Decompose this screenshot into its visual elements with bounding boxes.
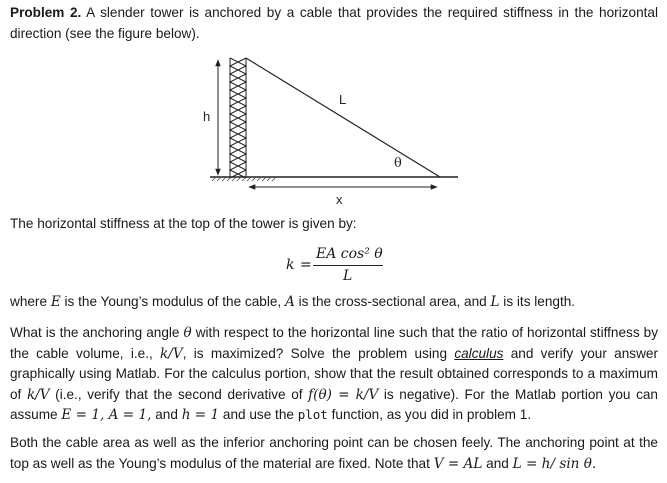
cable-line [246, 58, 440, 177]
math-A: A [284, 294, 295, 310]
closing-paragraph [10, 433, 658, 474]
label-h: h [203, 109, 211, 124]
text: is the Young’s modulus of the cable, [60, 294, 285, 309]
math-volume: V = AL [433, 455, 483, 472]
fraction-bar [313, 265, 383, 266]
math-k-over-V: k/V [160, 345, 183, 362]
text: function, as you did in problem 1. [327, 407, 532, 422]
label-x: x [336, 192, 343, 207]
text: and use the [219, 407, 298, 422]
text: is negative). For the Matlab portion you can assume [10, 386, 658, 422]
text: with respect to the horizontal line such that the ratio of horizontal stiffness by the cable volume, i.e., [10, 325, 658, 361]
text: Both the cable area as well as the inferior anchoring point can be chosen feely. The anchoring point at the top as well as the Young’s modulus of the material are fixed. Note that [10, 435, 658, 471]
text: What is the anchoring angle [10, 325, 184, 340]
text: is its length. [499, 294, 576, 309]
code-plot: plot [297, 407, 328, 422]
math-E: E [50, 294, 61, 310]
text: where [10, 294, 51, 309]
problem-label: Problem 2. [10, 5, 82, 20]
math-length: L = h/ sin θ. [512, 455, 597, 472]
equation-numerator: EA cos² θ [316, 246, 383, 262]
label-theta: θ [394, 156, 402, 171]
text: and verify your answer graphically using Matlab. For the calculus portion, show that the result obtained corresponds to a maximum of [10, 345, 658, 402]
text: is the cross-sectional area, and [294, 294, 491, 309]
label-L: L [339, 92, 347, 107]
tower-lattice [230, 58, 246, 178]
stiffness-intro: The horizontal stiffness at the top of the tower is given by: [10, 216, 357, 231]
math-theta: θ [183, 325, 192, 341]
question-paragraph [10, 323, 658, 426]
equation-lhs: k [286, 257, 295, 273]
math-h-equals-1: h = 1 [181, 407, 220, 423]
text: and [482, 455, 513, 471]
equation-denominator: L [343, 268, 353, 284]
text: and [151, 407, 182, 422]
calculus-link[interactable]: calculus [454, 345, 504, 361]
equation-equals: = [300, 257, 312, 273]
text: , is maximized? Solve the problem using [182, 345, 455, 361]
math-f-theta: f(θ) = k/V [308, 386, 379, 403]
definitions-paragraph [10, 292, 658, 313]
problem-intro-text: A slender tower is anchored by a cable that provides the required stiffness in the horizontal direction (see the figure below). [10, 5, 658, 41]
math-k-over-V: k/V [26, 386, 50, 403]
math-L: L [490, 294, 500, 310]
math-assumptions: E = 1, A = 1, [61, 407, 152, 423]
text: (i.e., verify that the second derivative of [49, 386, 309, 402]
